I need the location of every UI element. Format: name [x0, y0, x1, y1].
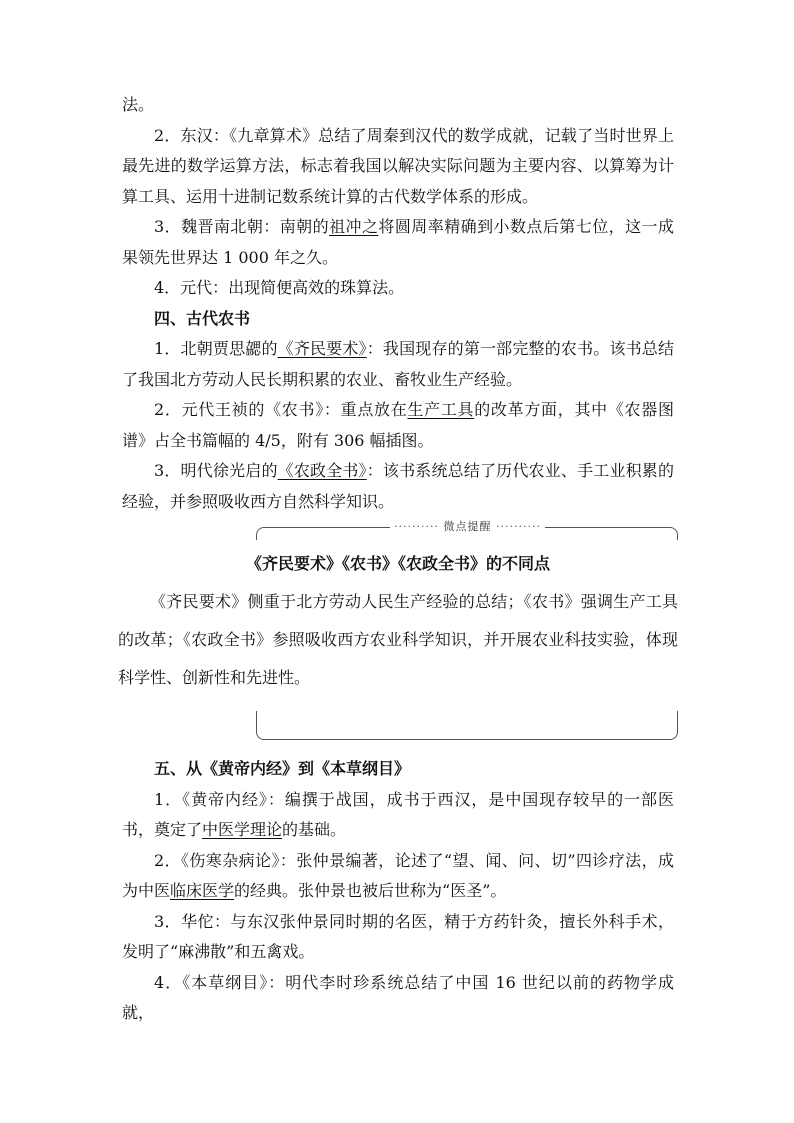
underlined-term: 临床医学: [170, 881, 235, 900]
underlined-term: 生产工具: [407, 400, 475, 419]
section-heading-agriculture: 四、古代农书: [154, 308, 251, 328]
paragraph-nongshu: 2．元代王祯的《农书》：重点放在生产工具的改革方面，其中《农器图谱》占全书篇幅的 4/5，附有 306 幅插图。: [122, 400, 674, 450]
dots-decoration: ··········: [394, 520, 439, 533]
tip-label: ·········· 微点提醒 ··········: [390, 517, 545, 537]
tip-body: 《齐民要术》侧重于北方劳动人民生产经验的总结；《农书》强调生产工具的改革；《农政全书》参照吸收西方农业科学知识，并开展农业科技实验，体现科学性、创新性和先进性。: [118, 592, 678, 687]
tip-box-top-border: [118, 520, 678, 547]
paragraph-eastern-han: 2．东汉：《九章算术》总结了周秦到汉代的数学成就，记载了当时世界上最先进的数学运算方法，标志着我国以解决实际问题为主要内容、以算筹为计算工具、运用十进制记数系统计算的古代数学体系的形成。: [122, 125, 674, 206]
paragraph-hua-tuo: 3．华佗：与东汉张仲景同时期的名医，精于方药针灸，擅长外科手术，发明了“麻沸散”和五禽戏。: [122, 911, 674, 961]
underlined-term: 中医学理论: [202, 820, 283, 839]
tip-box: [118, 520, 678, 740]
page-content: [118, 90, 678, 1029]
paragraph-qimin-yaoshu: 1．北朝贾思勰的《齐民要术》：我国现存的第一部完整的农书。该书总结了我国北方劳动人民长期积累的农业、畜牧业生产经验。: [122, 339, 674, 389]
paragraph-wei-jin: 3．魏晋南北朝：南朝的祖冲之将圆周率精确到小数点后第七位，这一成果领先世界达 1 000 年之久。: [122, 217, 674, 267]
tip-title: 《齐民要术》《农书》《农政全书》的不同点: [245, 554, 550, 573]
section-heading-medicine: 五、从《黄帝内经》到《本草纲目》: [154, 759, 411, 778]
paragraph-nongzheng-quanshu: 3．明代徐光启的《农政全书》：该书系统总结了历代农业、手工业积累的经验，并参照吸收西方自然科学知识。: [122, 461, 674, 511]
paragraph-huangdi-neijing: 1．《黄帝内经》：编撰于战国，成书于西汉，是中国现存较早的一部医书，奠定了中医学理论的基础。: [122, 789, 674, 839]
paragraph-yuan: 4．元代：出现简便高效的珠算法。: [154, 278, 405, 297]
paragraph-tail: 法。: [122, 95, 155, 114]
dots-decoration: ··········: [495, 520, 541, 533]
underlined-term: 《齐民要术》: [277, 339, 367, 358]
underlined-term: 祖冲之: [329, 217, 379, 236]
paragraph-bencao-gangmu: 4．《本草纲目》：明代李时珍系统总结了中国 16 世纪以前的药物学成就，: [122, 972, 674, 1022]
tip-box-bottom-border: [256, 711, 678, 740]
paragraph-shanghan-lun: 2．《伤寒杂病论》：张仲景编著，论述了“望、闻、问、切”四诊疗法，成为中医临床医学的经典。张仲景也被后世称为“医圣”。: [122, 850, 674, 900]
underlined-term: 《农政全书》: [277, 461, 367, 480]
